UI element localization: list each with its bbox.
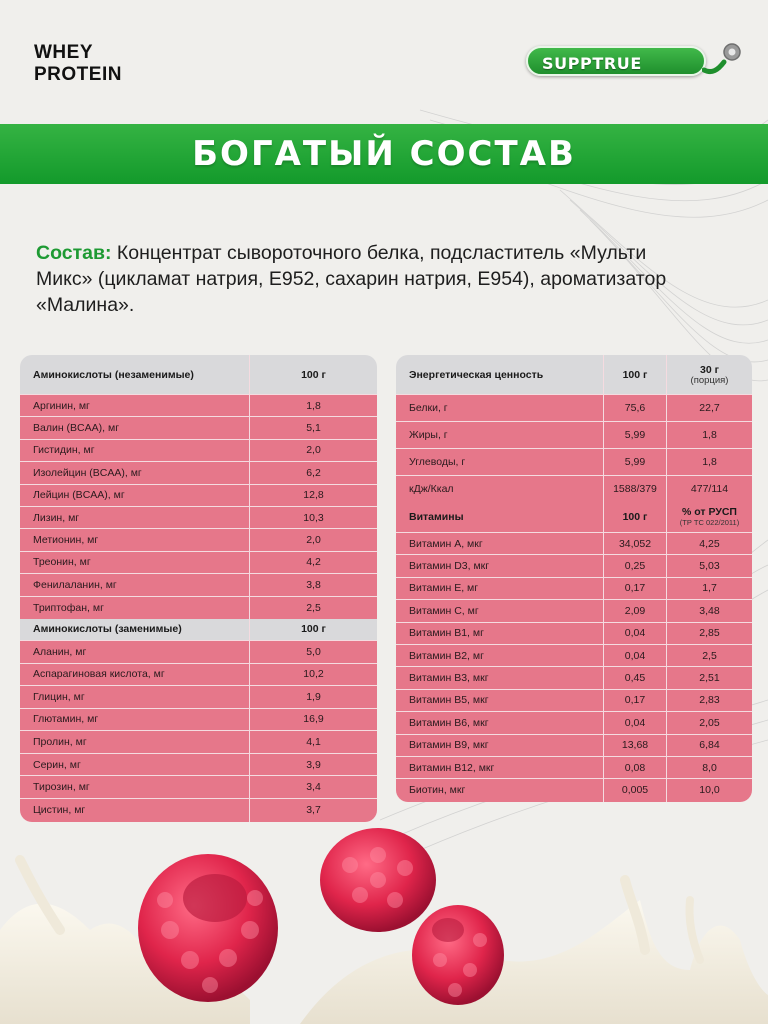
- amino-value: 16,9: [250, 709, 377, 731]
- brand-logo: [526, 40, 740, 82]
- table-row: [20, 485, 377, 507]
- amino-nonessential-header: Аминокислоты (заменимые): [20, 619, 250, 640]
- logo-plate-icon: [702, 40, 742, 82]
- amino-nonessential-col: 100 г: [250, 619, 377, 640]
- energy-value-serving: 477/114: [667, 476, 752, 501]
- amino-name: Глицин, мг: [20, 686, 250, 708]
- vitamin-value-100: 0,25: [604, 555, 667, 576]
- table-row: [396, 555, 752, 577]
- vitamin-value-100: 0,17: [604, 690, 667, 711]
- energy-col-serving-sub: (порция): [690, 374, 729, 386]
- amino-value: 4,2: [250, 552, 377, 573]
- vitamins-col-pct-sub: (ТР ТС 022/2011): [679, 518, 740, 527]
- table-row: [396, 712, 752, 734]
- table-row: [20, 799, 377, 822]
- vitamin-value-pct: 2,05: [667, 712, 752, 733]
- vitamins-col-pct-label: % от РУСП: [681, 506, 737, 518]
- vitamin-value-pct: 10,0: [667, 779, 752, 801]
- composition-body: Концентрат сывороточного белка, подсластитель «Мульти Микс» (цикламат натрия, E952, сахарин натрия, E954), ароматизатор «Малина».: [36, 242, 667, 316]
- table-row: [20, 686, 377, 709]
- vitamin-value-100: 0,17: [604, 578, 667, 599]
- amino-value: 1,8: [250, 395, 377, 416]
- amino-essential-rows: [20, 395, 377, 619]
- amino-value: 10,2: [250, 664, 377, 686]
- energy-value-serving: 1,8: [667, 449, 752, 475]
- amino-value: 3,9: [250, 754, 377, 776]
- table-row: [396, 600, 752, 622]
- table-row: [20, 552, 377, 574]
- vitamin-name: Витамин А, мкг: [396, 533, 604, 554]
- table-header-row: [20, 619, 377, 641]
- product-title-line1: WHEY: [34, 42, 93, 63]
- table-row: [20, 776, 377, 799]
- table-row: [396, 422, 752, 449]
- table-row: [396, 690, 752, 712]
- table-row: [396, 667, 752, 689]
- table-row: [20, 754, 377, 777]
- energy-col-serving-label: 30 г: [700, 363, 719, 376]
- energy-value-100: 1588/379: [604, 476, 667, 501]
- vitamin-value-pct: 8,0: [667, 757, 752, 778]
- vitamin-name: Витамин D3, мкг: [396, 555, 604, 576]
- amino-name: Фенилаланин, мг: [20, 574, 250, 595]
- energy-col-serving: [667, 355, 752, 394]
- amino-name: Валин (BCAA), мг: [20, 417, 250, 438]
- vitamin-name: Витамин В5, мкг: [396, 690, 604, 711]
- amino-name: Глютамин, мг: [20, 709, 250, 731]
- amino-value: 6,2: [250, 462, 377, 483]
- energy-vitamins-table: [396, 355, 752, 802]
- table-row: [396, 395, 752, 422]
- amino-value: 2,0: [250, 529, 377, 550]
- amino-name: Тирозин, мг: [20, 776, 250, 798]
- vitamin-name: Витамин В3, мкг: [396, 667, 604, 688]
- energy-name: Белки, г: [396, 395, 604, 421]
- energy-value-100: 75,6: [604, 395, 667, 421]
- vitamin-name: Витамин В6, мкг: [396, 712, 604, 733]
- vitamin-value-pct: 2,85: [667, 623, 752, 644]
- logo-text: SUPPTRUE: [542, 54, 642, 73]
- table-row: [20, 641, 377, 664]
- energy-rows: [396, 395, 752, 501]
- vitamin-rows: [396, 533, 752, 802]
- table-row: [396, 779, 752, 801]
- vitamin-name: Витамин В9, мкг: [396, 735, 604, 756]
- product-title-line2: PROTEIN: [34, 64, 122, 85]
- energy-name: Углеводы, г: [396, 449, 604, 475]
- table-row: [396, 623, 752, 645]
- amino-name: Цистин, мг: [20, 799, 250, 822]
- amino-name: Метионин, мг: [20, 529, 250, 550]
- energy-value-100: 5,99: [604, 422, 667, 448]
- table-row: [20, 507, 377, 529]
- vitamin-name: Витамин Е, мг: [396, 578, 604, 599]
- energy-value-serving: 22,7: [667, 395, 752, 421]
- table-row: [396, 757, 752, 779]
- vitamin-value-100: 13,68: [604, 735, 667, 756]
- raspberry-right: [412, 905, 504, 1005]
- amino-value: 4,1: [250, 731, 377, 753]
- amino-name: Аланин, мг: [20, 641, 250, 663]
- logo-pill: [526, 46, 706, 76]
- table-row: [20, 597, 377, 619]
- raspberry-middle: [320, 828, 436, 932]
- amino-acids-table: [20, 355, 377, 822]
- vitamin-value-pct: 4,25: [667, 533, 752, 554]
- table-row: [396, 645, 752, 667]
- amino-essential-col: 100 г: [250, 355, 377, 394]
- amino-name: Пролин, мг: [20, 731, 250, 753]
- vitamin-value-100: 34,052: [604, 533, 667, 554]
- table-row: [20, 462, 377, 484]
- table-row: [396, 449, 752, 476]
- table-row: [396, 533, 752, 555]
- composition-text: [36, 240, 696, 318]
- vitamin-value-100: 0,04: [604, 623, 667, 644]
- table-row: [396, 476, 752, 501]
- vitamin-name: Витамин В1, мг: [396, 623, 604, 644]
- table-row: [396, 735, 752, 757]
- amino-name: Аргинин, мг: [20, 395, 250, 416]
- vitamin-value-100: 0,08: [604, 757, 667, 778]
- vitamins-header-row: [396, 501, 752, 533]
- energy-value-100: 5,99: [604, 449, 667, 475]
- banner-title: БОГАТЫЙ СОСТАВ: [192, 134, 576, 174]
- amino-value: 2,5: [250, 597, 377, 619]
- amino-value: 3,4: [250, 776, 377, 798]
- product-title: [34, 42, 122, 86]
- amino-name: Изолейцин (BCAA), мг: [20, 462, 250, 483]
- vitamin-value-pct: 2,51: [667, 667, 752, 688]
- amino-value: 5,0: [250, 641, 377, 663]
- amino-name: Лейцин (BCAA), мг: [20, 485, 250, 506]
- vitamins-header: Витамины: [396, 501, 604, 532]
- table-row: [20, 709, 377, 732]
- vitamins-col-100: 100 г: [604, 501, 667, 532]
- vitamin-value-pct: 3,48: [667, 600, 752, 621]
- amino-name: Серин, мг: [20, 754, 250, 776]
- vitamin-value-100: 0,005: [604, 779, 667, 801]
- table-row: [396, 578, 752, 600]
- amino-value: 3,7: [250, 799, 377, 822]
- amino-name: Триптофан, мг: [20, 597, 250, 619]
- energy-col-100: 100 г: [604, 355, 667, 394]
- table-row: [20, 574, 377, 596]
- table-row: [20, 529, 377, 551]
- section-banner: [0, 124, 768, 184]
- energy-name: Жиры, г: [396, 422, 604, 448]
- amino-name: Лизин, мг: [20, 507, 250, 528]
- vitamin-name: Витамин В12, мкг: [396, 757, 604, 778]
- table-row: [20, 417, 377, 439]
- amino-value: 1,9: [250, 686, 377, 708]
- table-row: [20, 395, 377, 417]
- vitamins-col-pct: [667, 501, 752, 532]
- raspberries-milk-splash-image: [0, 820, 768, 1024]
- amino-name: Треонин, мг: [20, 552, 250, 573]
- vitamin-value-pct: 1,7: [667, 578, 752, 599]
- vitamin-value-100: 0,04: [604, 712, 667, 733]
- table-row: [20, 664, 377, 687]
- energy-header: Энергетическая ценность: [396, 355, 604, 394]
- amino-value: 3,8: [250, 574, 377, 595]
- amino-name: Аспарагиновая кислота, мг: [20, 664, 250, 686]
- vitamin-name: Витамин С, мг: [396, 600, 604, 621]
- table-header-row: [396, 355, 752, 395]
- amino-value: 5,1: [250, 417, 377, 438]
- amino-value: 2,0: [250, 440, 377, 461]
- vitamin-value-100: 0,45: [604, 667, 667, 688]
- amino-nonessential-rows: [20, 641, 377, 822]
- vitamin-value-pct: 2,5: [667, 645, 752, 666]
- composition-lead: Состав:: [36, 242, 112, 264]
- amino-value: 10,3: [250, 507, 377, 528]
- raspberry-left: [138, 854, 278, 1002]
- vitamin-value-100: 2,09: [604, 600, 667, 621]
- amino-value: 12,8: [250, 485, 377, 506]
- vitamin-value-100: 0,04: [604, 645, 667, 666]
- energy-value-serving: 1,8: [667, 422, 752, 448]
- amino-essential-header: Аминокислоты (незаменимые): [20, 355, 250, 394]
- vitamin-value-pct: 6,84: [667, 735, 752, 756]
- amino-name: Гистидин, мг: [20, 440, 250, 461]
- table-row: [20, 731, 377, 754]
- vitamin-value-pct: 2,83: [667, 690, 752, 711]
- energy-name: кДж/Ккал: [396, 476, 604, 501]
- table-row: [20, 440, 377, 462]
- vitamin-value-pct: 5,03: [667, 555, 752, 576]
- table-header-row: [20, 355, 377, 395]
- vitamin-name: Биотин, мкг: [396, 779, 604, 801]
- vitamin-name: Витамин В2, мг: [396, 645, 604, 666]
